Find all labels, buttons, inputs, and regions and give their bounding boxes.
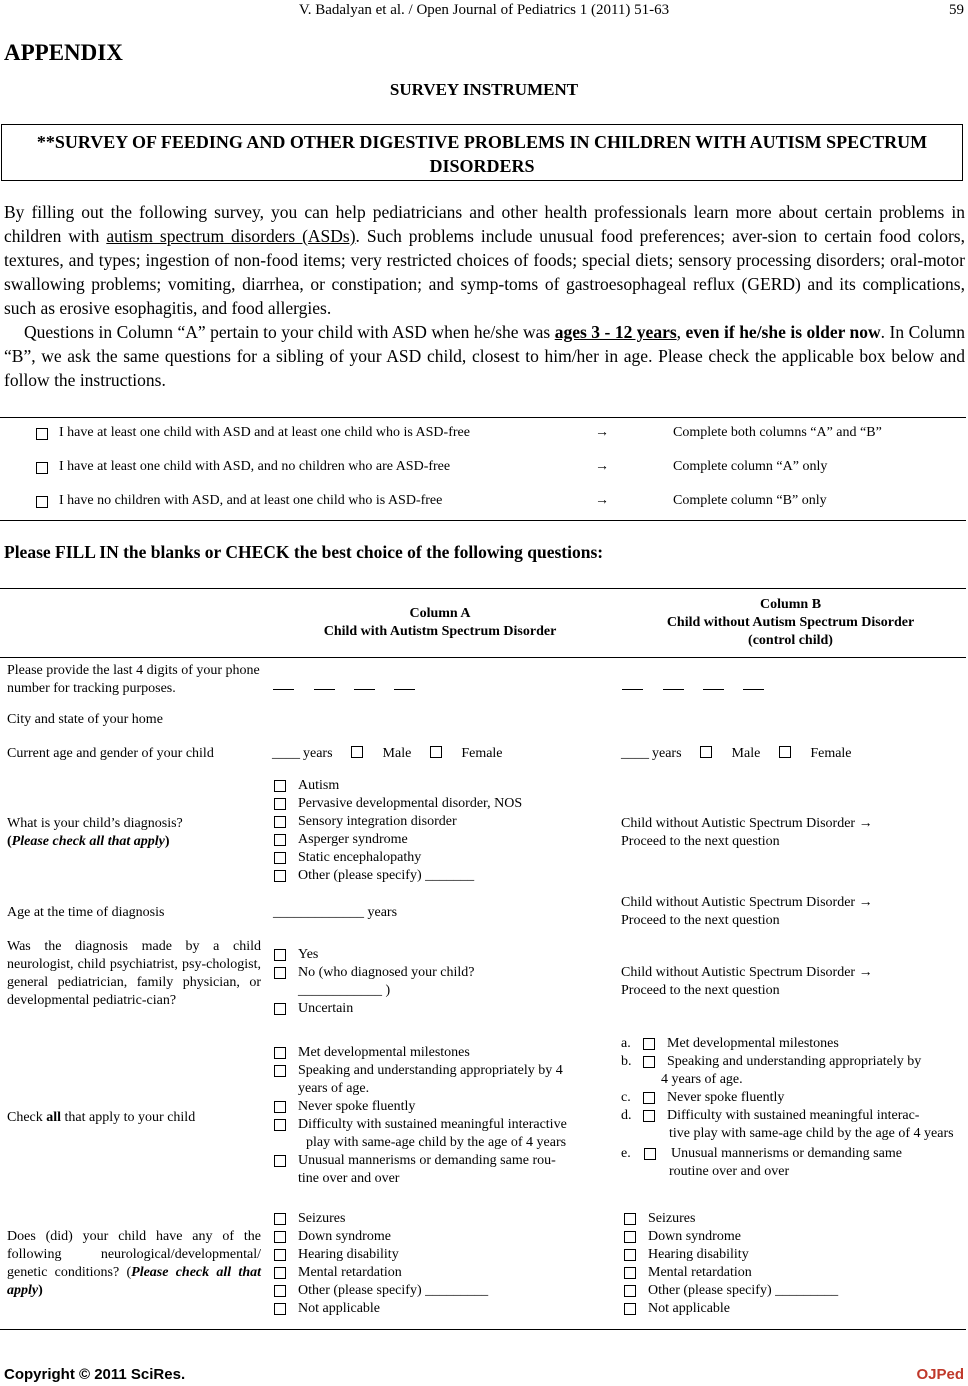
- yes-checkbox[interactable]: [274, 949, 286, 961]
- development-label-cont: tive play with same-age child by the age of 4 years: [669, 1126, 954, 1141]
- neuro-label: Down syndrome: [648, 1229, 741, 1244]
- neuro-option: [623, 1282, 963, 1300]
- intro-text: [4, 200, 965, 392]
- development-checkbox[interactable]: [274, 1155, 286, 1167]
- question-phone: Please provide the last 4 digits of your phone number for tracking purposes.: [7, 663, 260, 696]
- diagnosis-label: Sensory integration disorder: [298, 814, 457, 829]
- age-gender-b: ____ years Male Female: [621, 746, 852, 761]
- female-label: Female: [461, 746, 503, 761]
- diagnosis-option: [273, 813, 611, 831]
- intro-p2-text: Questions in Column “A” pertain to your child with ASD when he/she was: [24, 322, 555, 342]
- development-label: Met developmental milestones: [298, 1045, 470, 1060]
- neuro-option: [273, 1282, 611, 1300]
- check-all-note: Please check all that apply: [7, 1265, 261, 1298]
- arrow-right-icon: →: [595, 493, 609, 508]
- neuro-option: [623, 1246, 963, 1264]
- diagnosis-label: Autism: [298, 778, 340, 793]
- divider: [0, 520, 966, 521]
- development-option: [621, 1035, 961, 1053]
- diagnosis-label: Pervasive developmental disorder, NOS: [298, 796, 523, 811]
- neuro-label: Mental retardation: [648, 1265, 752, 1280]
- male-label: Male: [731, 746, 761, 761]
- question-check-all: [7, 1109, 261, 1127]
- age-diagnosis-blank[interactable]: _____________ years: [273, 905, 398, 920]
- option-letter: e.: [621, 1146, 631, 1161]
- diagnosis-checkbox[interactable]: [274, 780, 286, 792]
- column-b-header: [618, 596, 963, 650]
- no-checkbox[interactable]: [274, 967, 286, 979]
- ages-emphasis: ages 3 - 12 years: [554, 322, 677, 342]
- development-label-cont: tine over and over: [298, 1171, 400, 1186]
- neuro-options-a: [273, 1210, 611, 1318]
- neuro-option: [623, 1300, 963, 1318]
- question-who-diagnosed: Was the diagnosis made by a child neurologist, child psychiatrist, psy-chologist, general pediatrician, family physician, or developmental pediatric-cian?: [7, 939, 261, 1008]
- neuro-option: [273, 1228, 611, 1246]
- neuro-checkbox[interactable]: [274, 1249, 286, 1261]
- development-label-cont: 4 years of age.: [661, 1072, 743, 1087]
- who-option-no: [273, 964, 611, 982]
- question-diagnosis-text: What is your child’s diagnosis?: [7, 816, 183, 831]
- diagnosis-checkbox[interactable]: [274, 816, 286, 828]
- question-city: City and state of your home: [7, 712, 163, 727]
- table-header-rule: [0, 657, 966, 658]
- intro-p2-text-2: . In Column “B”, we ask the same questions for a sibling of your ASD child, closest to him/her in age. Please check the applicable box below and follow the instructions.: [4, 322, 965, 390]
- neuro-label: Seizures: [298, 1211, 346, 1226]
- diagnosis-option: [273, 795, 611, 813]
- development-checkbox[interactable]: [643, 1056, 655, 1068]
- neuro-checkbox[interactable]: [624, 1267, 636, 1279]
- development-option: [273, 1116, 611, 1134]
- neuro-label: Seizures: [648, 1211, 696, 1226]
- running-header-text: V. Badalyan et al. / Open Journal of Pediatrics 1 (2011) 51-63: [298, 2, 670, 18]
- development-label: Unusual mannerisms or demanding same: [671, 1146, 902, 1161]
- development-label: Never spoke fluently: [298, 1099, 416, 1114]
- proceed-line-1: Child without Autistic Spectrum Disorder →: [621, 965, 873, 980]
- neuro-question-text: Does (did) your child have any of the following neurological/developmental/ genetic conditions? (: [7, 1229, 261, 1280]
- table-bottom-rule: [0, 1329, 966, 1330]
- diagnosis-checkbox[interactable]: [274, 834, 286, 846]
- diagnosis-option: [273, 777, 611, 795]
- question-age-gender: Current age and gender of your child: [7, 746, 214, 761]
- footer-copyright: Copyright © 2011 SciRes.: [4, 1366, 186, 1383]
- development-option: [273, 1062, 611, 1080]
- development-label-cont: years of age.: [298, 1081, 370, 1096]
- proceed-note-age: [621, 894, 961, 930]
- option-action: Complete column “A” only: [673, 459, 828, 474]
- intro-p1-text-2: . Such problems include unusual food preferences; aver-sion to certain food colors, textures, and types; ingestion of non-food items; very restricted choices of foods; special diets; sensory processing disorders; oral-motor swallowing problems; vomiting, diarrhea, or constipation; and symp-toms of gastroesophageal reflux (GERD) and its complications, such as erosive esophagitis, and food allergies.: [4, 226, 965, 318]
- neuro-label: Mental retardation: [298, 1265, 402, 1280]
- no-label: No (who diagnosed your child?: [298, 965, 475, 980]
- development-checkbox[interactable]: [274, 1065, 286, 1077]
- yes-label: Yes: [298, 947, 319, 962]
- intro-paragraph-1: [4, 200, 965, 320]
- development-checkbox[interactable]: [274, 1047, 286, 1059]
- neuro-option: [273, 1246, 611, 1264]
- proceed-line-1: Child without Autistic Spectrum Disorder →: [621, 816, 873, 831]
- development-option: [273, 1152, 611, 1170]
- diagnosis-label: Static encephalopathy: [298, 850, 422, 865]
- option-letter: b.: [621, 1054, 632, 1069]
- proceed-line-1: Child without Autistic Spectrum Disorder →: [621, 895, 873, 910]
- running-header: [0, 0, 968, 22]
- intro-paragraph-2: [4, 320, 965, 392]
- option-action: Complete both columns “A” and “B”: [673, 425, 882, 440]
- intro-p1-text: By filling out the following survey, you can help pediatricians and other health professionals learn more about certain problems in children with: [4, 202, 965, 246]
- neuro-checkbox[interactable]: [624, 1249, 636, 1261]
- development-option: [273, 1044, 611, 1062]
- development-checkbox[interactable]: [643, 1038, 655, 1050]
- neuro-label: Other (please specify) _________: [648, 1283, 839, 1298]
- proceed-note-diagnosis: [621, 815, 961, 851]
- development-checkbox[interactable]: [643, 1092, 655, 1104]
- female-label: Female: [810, 746, 852, 761]
- option-row: [36, 425, 956, 445]
- option-row: [36, 459, 956, 479]
- development-label: Met developmental milestones: [667, 1036, 839, 1051]
- neuro-label: Hearing disability: [298, 1247, 399, 1262]
- table-top-rule: [0, 588, 966, 589]
- neuro-label: Down syndrome: [298, 1229, 391, 1244]
- column-a-subtitle: Child with Autistm Spectrum Disorder: [323, 624, 557, 639]
- proceed-line-2: Proceed to the next question: [621, 834, 780, 849]
- survey-title-box: **SURVEY OF FEEDING AND OTHER DIGESTIVE PROBLEMS IN CHILDREN WITH AUTISM SPECTRUM DISORDERS: [1, 124, 963, 181]
- check-text-a: Check: [7, 1110, 47, 1125]
- proceed-line-2: Proceed to the next question: [621, 913, 780, 928]
- column-a-header: [270, 605, 610, 641]
- development-label: Never spoke fluently: [667, 1090, 785, 1105]
- neuro-checkbox[interactable]: [274, 1231, 286, 1243]
- development-checkbox[interactable]: [643, 1110, 655, 1122]
- option-letter: d.: [621, 1108, 632, 1123]
- page-number: 59: [949, 2, 964, 18]
- development-label: Unusual mannerisms or demanding same rou-: [298, 1153, 556, 1168]
- appendix-heading: APPENDIX: [4, 40, 123, 65]
- development-options-a: [273, 1044, 611, 1188]
- diagnosis-label: Other (please specify) _______: [298, 868, 475, 883]
- column-b-title: Column B: [759, 597, 822, 612]
- who-option-yes: [273, 946, 611, 964]
- check-text-all: all: [46, 1110, 62, 1125]
- development-option: [621, 1145, 961, 1163]
- who-blank[interactable]: ____________ ): [298, 983, 391, 998]
- column-b-subtitle: Child without Autism Spectrum Disorder: [666, 615, 915, 630]
- asd-link[interactable]: autism spectrum disorders (ASDs): [106, 226, 356, 246]
- development-label: Speaking and understanding appropriately by 4: [298, 1063, 563, 1078]
- neuro-checkbox[interactable]: [274, 1303, 286, 1315]
- neuro-option: [623, 1264, 963, 1282]
- development-option: [621, 1053, 961, 1071]
- option-checkbox[interactable]: [36, 462, 48, 474]
- neuro-option: [273, 1210, 611, 1228]
- check-all-note: Please check all that apply: [11, 834, 165, 849]
- development-option: [273, 1098, 611, 1116]
- option-action: Complete column “B” only: [673, 493, 827, 508]
- development-option: [621, 1107, 961, 1125]
- arrow-right-icon: →: [595, 459, 609, 474]
- neuro-checkbox[interactable]: [274, 1285, 286, 1297]
- who-option-uncertain: [273, 1000, 611, 1018]
- diagnosis-option: [273, 867, 611, 885]
- development-label-cont: routine over and over: [669, 1164, 790, 1179]
- neuro-option: [273, 1300, 611, 1318]
- female-checkbox[interactable]: [779, 746, 791, 758]
- arrow-right-icon: →: [595, 425, 609, 440]
- neuro-checkbox[interactable]: [624, 1213, 636, 1225]
- development-label: Speaking and understanding appropriately by: [667, 1054, 922, 1069]
- question-neuro-conditions: [7, 1228, 261, 1300]
- divider: [0, 417, 966, 418]
- option-letter: c.: [621, 1090, 631, 1105]
- neuro-label: Other (please specify) _________: [298, 1283, 489, 1298]
- diagnosis-label: Asperger syndrome: [298, 832, 408, 847]
- age-gender-a: ____ years Male Female: [272, 746, 503, 761]
- column-b-subtitle-2: (control child): [748, 633, 833, 648]
- neuro-question-close: ): [38, 1283, 43, 1298]
- uncertain-label: Uncertain: [298, 1001, 354, 1016]
- diagnosis-option: [273, 849, 611, 867]
- diagnosis-checkbox[interactable]: [274, 798, 286, 810]
- proceed-line-2: Proceed to the next question: [621, 983, 780, 998]
- column-a-title: Column A: [409, 606, 471, 621]
- diagnosis-options-a: [273, 777, 611, 885]
- development-label-cont: play with same-age child by the age of 4 years: [306, 1135, 567, 1150]
- question-age-diagnosis: Age at the time of diagnosis: [7, 905, 165, 920]
- development-checkbox[interactable]: [274, 1119, 286, 1131]
- neuro-checkbox[interactable]: [624, 1285, 636, 1297]
- neuro-label: Hearing disability: [648, 1247, 749, 1262]
- who-diagnosed-options: [273, 946, 611, 1018]
- neuro-checkbox[interactable]: [274, 1213, 286, 1225]
- male-label: Male: [382, 746, 412, 761]
- option-row: [36, 493, 956, 513]
- female-checkbox[interactable]: [430, 746, 442, 758]
- older-emphasis: even if he/she is older now: [685, 322, 881, 342]
- neuro-checkbox[interactable]: [624, 1303, 636, 1315]
- intro-p2-comma: ,: [676, 322, 686, 342]
- male-checkbox[interactable]: [700, 746, 712, 758]
- diagnosis-checkbox[interactable]: [274, 852, 286, 864]
- development-label: Difficulty with sustained meaningful interactive: [298, 1117, 567, 1132]
- neuro-checkbox[interactable]: [274, 1267, 286, 1279]
- option-checkbox[interactable]: [36, 428, 48, 440]
- diagnosis-checkbox[interactable]: [274, 870, 286, 882]
- years-label: years: [652, 746, 682, 761]
- development-checkbox[interactable]: [644, 1148, 656, 1160]
- development-options-b: [621, 1035, 961, 1181]
- neuro-options-b: [623, 1210, 963, 1318]
- option-text: I have at least one child with ASD, and no children who are ASD-free: [59, 459, 451, 474]
- footer-journal: OJPed: [916, 1366, 964, 1383]
- development-option: [621, 1089, 961, 1107]
- neuro-option: [623, 1228, 963, 1246]
- development-checkbox[interactable]: [274, 1101, 286, 1113]
- option-checkbox[interactable]: [36, 496, 48, 508]
- neuro-option: [273, 1264, 611, 1282]
- neuro-checkbox[interactable]: [624, 1231, 636, 1243]
- diagnosis-option: [273, 831, 611, 849]
- neuro-option: [623, 1210, 963, 1228]
- proceed-note-who: [621, 964, 961, 1000]
- option-text: I have no children with ASD, and at least one child who is ASD-free: [59, 493, 443, 508]
- uncertain-checkbox[interactable]: [274, 1003, 286, 1015]
- question-diagnosis: What is your child’s diagnosis? (Please check all that apply): [7, 815, 261, 851]
- option-text: I have at least one child with ASD and at least one child who is ASD-free: [59, 425, 470, 440]
- check-text-c: that apply to your child: [61, 1110, 196, 1125]
- fill-in-heading: Please FILL IN the blanks or CHECK the best choice of the following questions:: [4, 542, 604, 562]
- years-label: years: [303, 746, 333, 761]
- neuro-label: Not applicable: [298, 1301, 381, 1316]
- survey-instrument-heading: SURVEY INSTRUMENT: [389, 80, 579, 99]
- neuro-label: Not applicable: [648, 1301, 731, 1316]
- development-label: Difficulty with sustained meaningful interac-: [667, 1108, 920, 1123]
- phone-digit-blanks-b[interactable]: [622, 672, 772, 690]
- phone-digit-blanks-a[interactable]: [273, 672, 423, 690]
- male-checkbox[interactable]: [351, 746, 363, 758]
- option-letter: a.: [621, 1036, 631, 1051]
